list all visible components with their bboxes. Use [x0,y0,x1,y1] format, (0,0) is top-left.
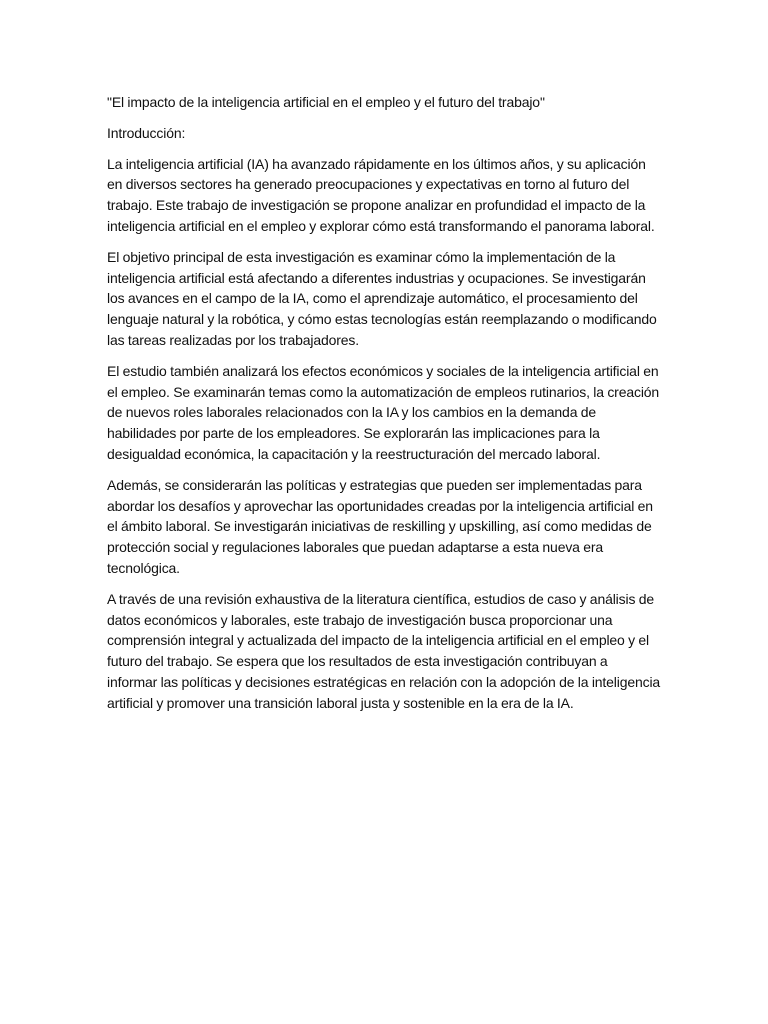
paragraph-2: El objetivo principal de esta investigación es examinar cómo la implementación de la inteligencia artificial está afectando a diferentes industrias y ocupaciones. Se investigarán los avances en el campo de la IA, como el aprendizaje automático, el procesamiento del lenguaje natural y la robótica, y cómo estas tecnologías están reemplazando o modificando las tareas realizadas por los trabajadores. [107,248,657,348]
document-page [107,92,661,724]
paragraph-4: Además, se considerarán las políticas y estrategias que pueden ser implementadas para abordar los desafíos y aprovechar las oportunidades creadas por la inteligencia artificial en el ámbito laboral. Se investigarán iniciativas de reskilling y upskilling, así como medidas de protección social y regulaciones laborales que puedan adaptarse a esta nueva era tecnológica. [107,476,653,576]
section-heading: Introducción: [107,124,186,141]
document-title: "El impacto de la inteligencia artificial en el empleo y el futuro del trabajo" [107,94,545,110]
paragraph-5: A través de una revisión exhaustiva de la literatura científica, estudios de caso y análisis de datos económicos y laborales, este trabajo de investigación busca proporcionar una comprensión integral y actualizada del impacto de la inteligencia artificial en el empleo y el futuro del trabajo. Se espera que los resultados de esta investigación contribuyan a informar las políticas y decisiones estratégicas en relación con la adopción de la inteligencia artificial y promover una transición laboral justa y sostenible en la era de la IA. [107,590,661,711]
paragraph-1: La inteligencia artificial (IA) ha avanzado rápidamente en los últimos años, y su aplicación en diversos sectores ha generado preocupaciones y expectativas en torno al futuro del trabajo. Este trabajo de investigación se propone analizar en profundidad el impacto de la inteligencia artificial en el empleo y explorar cómo está transformando el panorama laboral. [107,155,655,234]
paragraph-3: El estudio también analizará los efectos económicos y sociales de la inteligencia artificial en el empleo. Se examinarán temas como la automatización de empleos rutinarios, la creación de nuevos roles laborales relacionados con la IA y los cambios en la demanda de habilidades por parte de los empleadores. Se explorarán las implicaciones para la desigualdad económica, la capacitación y la reestructuración del mercado laboral. [107,362,660,462]
